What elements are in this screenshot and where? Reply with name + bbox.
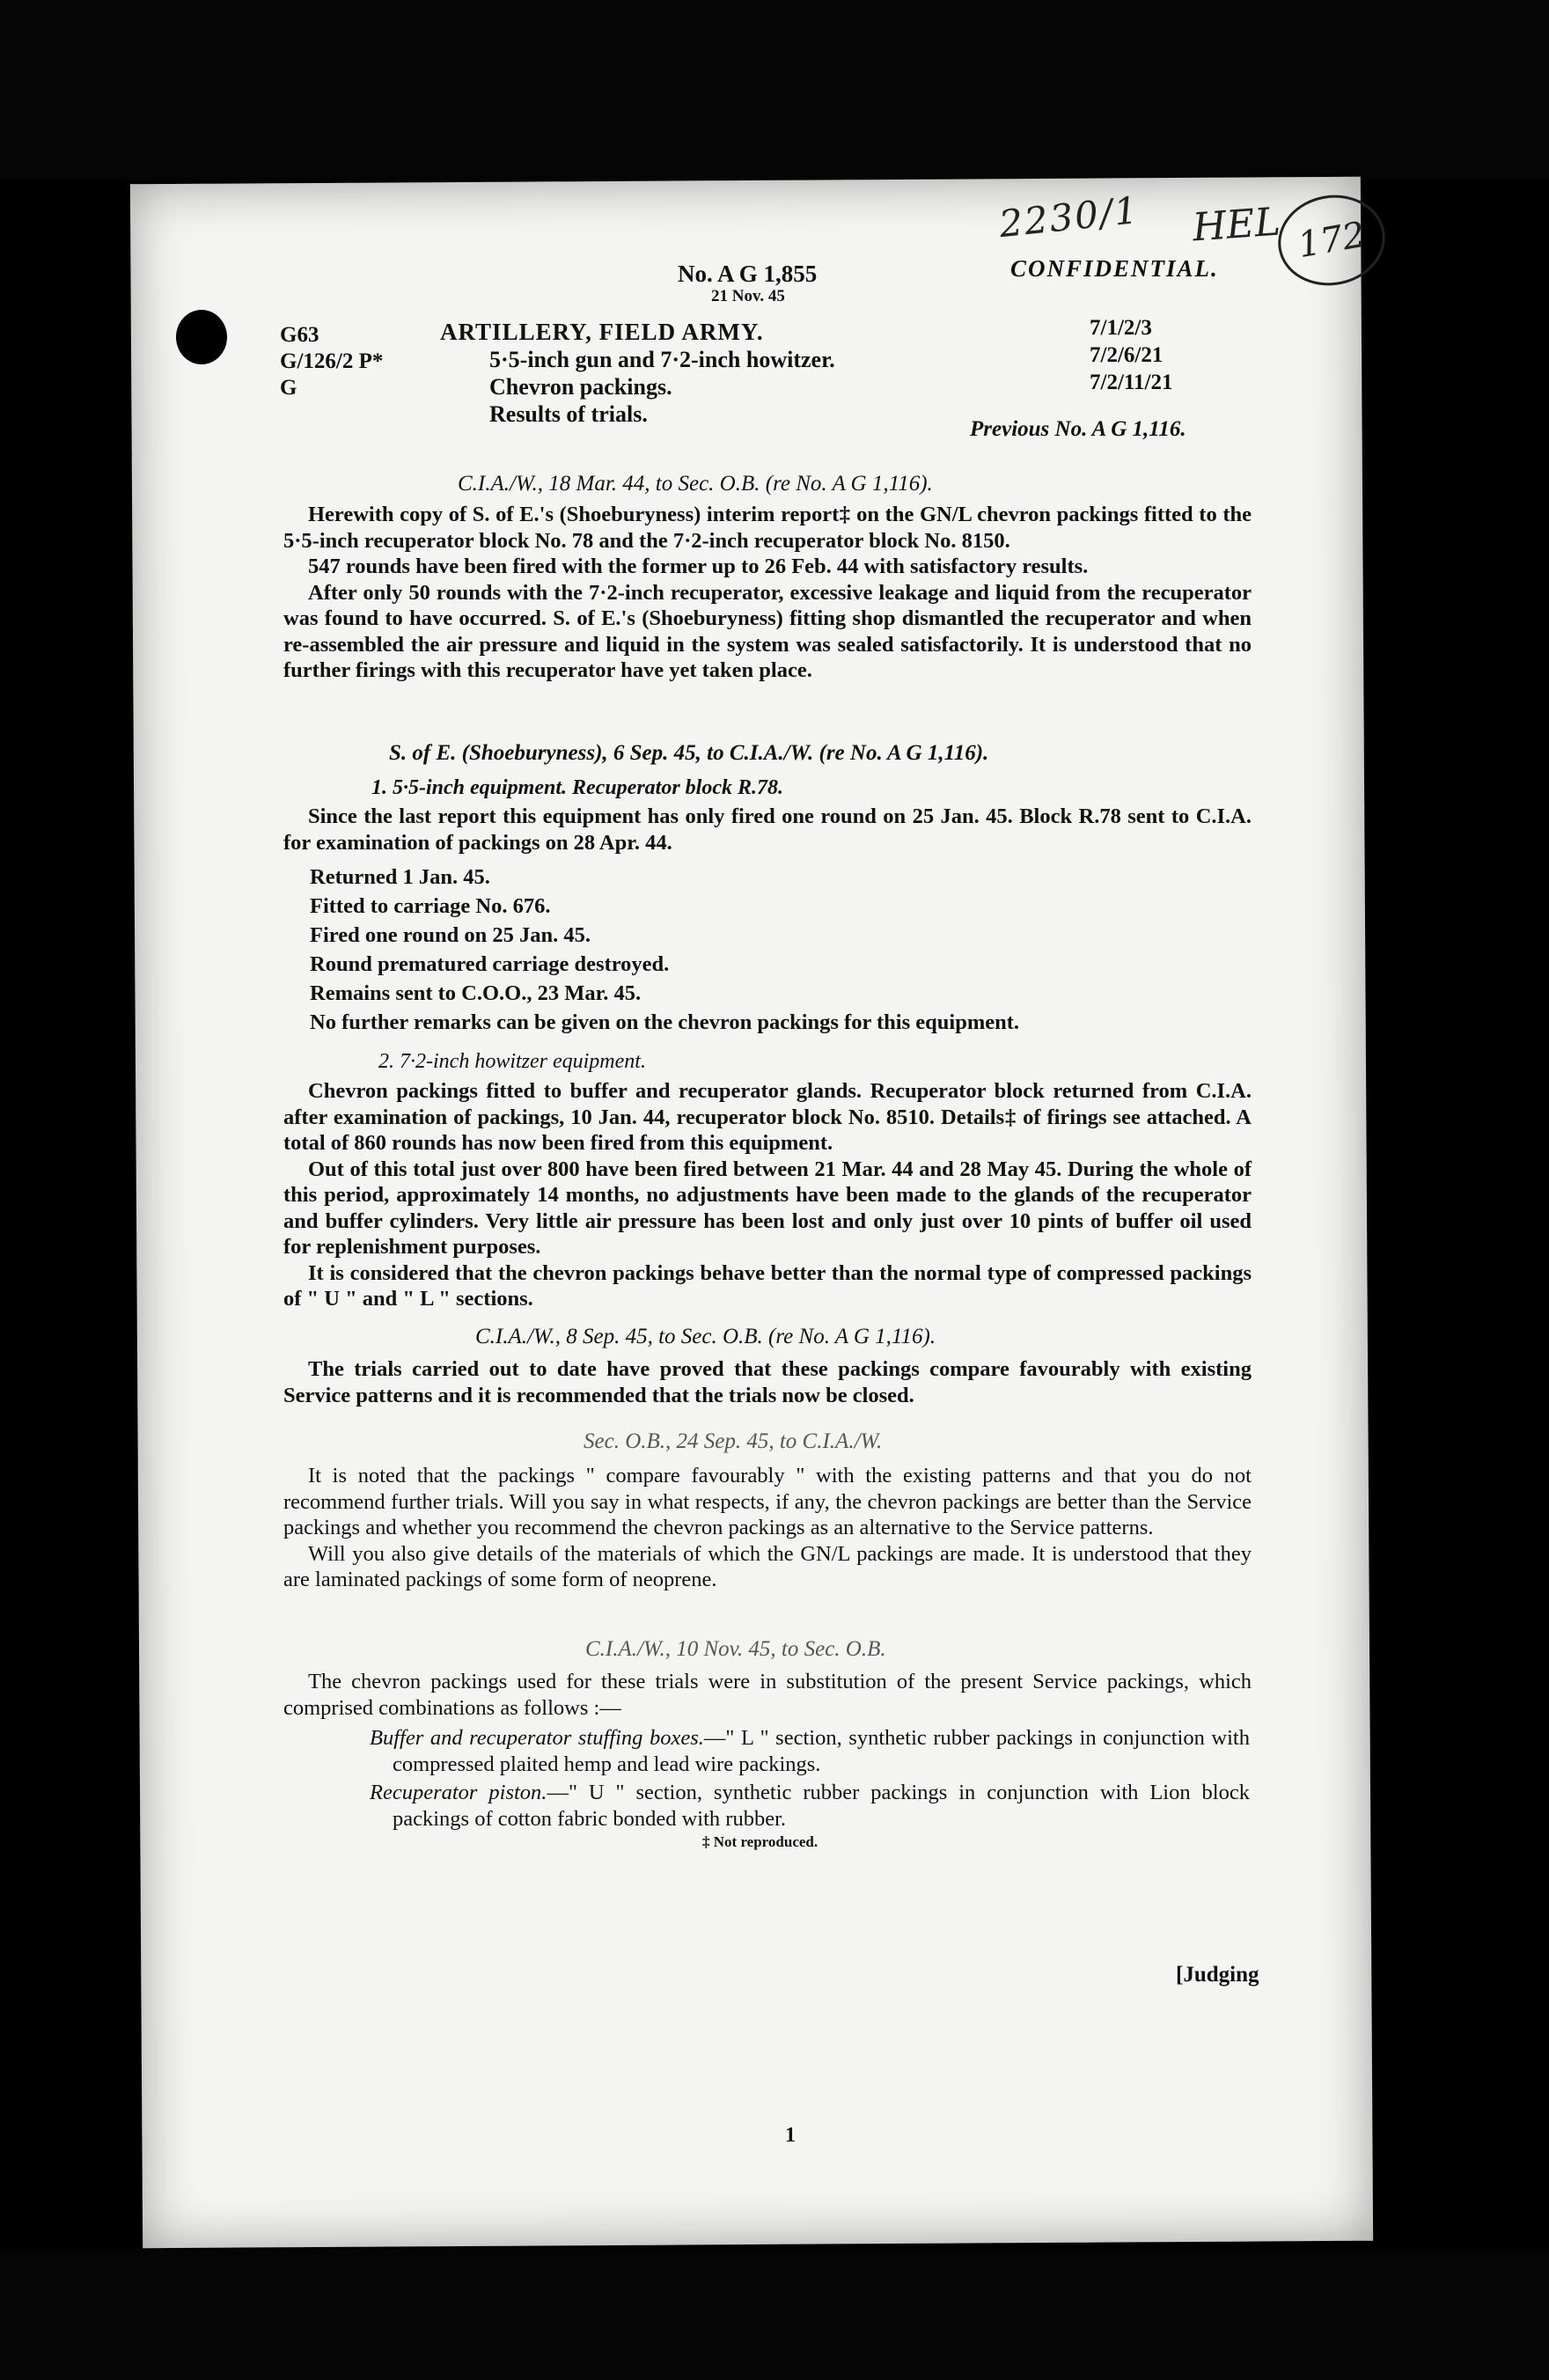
subject-line-2: Chevron packings. [489, 374, 672, 400]
section-5-item-2-body: —" U " section, synthetic rubber packings in conjunction with Lion block packings of cotton fabric bonded with rubber. [393, 1781, 1250, 1831]
section-1-paragraph-2: 547 rounds have been fired with the former up to 26 Feb. 44 with satisfactory results. [308, 555, 1089, 578]
section-4-body [283, 1463, 1252, 1593]
section-5-body [283, 1669, 1252, 1721]
section-5-item-1-label: Buffer and recuperator stuffing boxes. [370, 1726, 704, 1750]
catchword: [Judging [1176, 1963, 1259, 1987]
subject-line-1: 5·5-inch gun and 7·2-inch howitzer. [489, 347, 835, 372]
code-left-3: G [280, 376, 297, 400]
section-5-paragraph: The chevron packings used for these trials were in substitution of the present Service packings, which comprised combinations as follows :— [283, 1670, 1252, 1720]
handwritten-initials: HEL [1191, 199, 1282, 251]
page-number: 1 [785, 2124, 796, 2147]
handwritten-file-number: 2230/1 [996, 187, 1142, 246]
section-3-body [283, 1356, 1252, 1408]
scan-border-top [0, 0, 1549, 180]
section-4-paragraph-2: Will you also give details of the materials of which the GN/L packings are made. It is understood that they are laminated packings of some form of neoprene. [283, 1541, 1252, 1591]
item-1-list-line-4: Round prematured carriage destroyed. [310, 952, 670, 976]
section-2-item-2-paragraph-2: Out of this total just over 800 have been fired between 21 Mar. 44 and 28 May 45. During the whole of this period, approximately 14 months, no adjustments have been made to the glands of the recuperator and buffer cylinders. Very little air pressure has been lost and only just over 10 pints of buffer oil used for replenishment purposes. [283, 1157, 1252, 1259]
section-1-heading: C.I.A./W., 18 Mar. 44, to Sec. O.B. (re No. A G 1,116). [458, 472, 933, 496]
section-2-item-2-paragraph-1: Chevron packings fitted to buffer and recuperator glands. Recuperator block returned from C.I.A. after examination of packings, 10 Jan. 44, recuperator block No. 8510. Details‡ of firings see attached. A total of 860 rounds has now been fired from this equipment. [283, 1079, 1252, 1155]
section-4-paragraph-1: It is noted that the packings " compare favourably " with the existing patterns and that you do not recommend further trials. Will you say in what respects, if any, the chevron packings are better than the Service packings and whether you recommend the chevron packings as an alternative to the Service patterns. [283, 1464, 1252, 1539]
item-1-list-line-3: Fired one round on 25 Jan. 45. [310, 923, 591, 947]
code-right-2: 7/2/6/21 [1090, 343, 1164, 367]
document-number: No. A G 1,855 [678, 261, 818, 287]
subject-line-3: Results of trials. [489, 401, 648, 427]
item-1-list-line-5: Remains sent to C.O.O., 23 Mar. 45. [310, 981, 642, 1005]
section-2-heading: S. of E. (Shoeburyness), 6 Sep. 45, to C.I.A./W. (re No. A G 1,116). [389, 741, 989, 765]
section-2-item-2-heading: 2. 7·2-inch howitzer equipment. [378, 1050, 646, 1073]
punch-hole [176, 310, 227, 364]
item-1-list-line-2: Fitted to carriage No. 676. [310, 894, 551, 918]
reference-codes-left [280, 322, 383, 401]
code-right-1: 7/1/2/3 [1090, 316, 1152, 340]
reference-codes-right [1090, 314, 1172, 396]
section-5-item-1-body: —" L " section, synthetic rubber packings in conjunction with compressed plaited hemp and lead wire packings. [393, 1726, 1250, 1776]
section-1-paragraph-3: After only 50 rounds with the 7·2-inch recuperator, excessive leakage and liquid from the recuperator was found to have occurred. S. of E.'s (Shoeburyness) fitting shop dismantled the recuperator and when re-assembled the air pressure and liquid in the system was sealed satisfactorily. It is understood that no further firings with this recuperator have yet taken place. [283, 580, 1252, 682]
section-1-body [283, 502, 1252, 684]
section-5-heading: C.I.A./W., 10 Nov. 45, to Sec. O.B. [585, 1637, 886, 1661]
section-2-item-1-body [283, 804, 1252, 856]
section-1-paragraph-1: Herewith copy of S. of E.'s (Shoeburyness) interim report‡ on the GN/L chevron packings fitted to the 5·5-inch recuperator block No. 78 and the 7·2-inch recuperator block No. 8150. [283, 503, 1252, 553]
section-2-item-1-heading: 1. 5·5-inch equipment. Recuperator block R.78. [371, 776, 783, 799]
subject-main: ARTILLERY, FIELD ARMY. [440, 319, 764, 345]
item-1-list-line-1: Returned 1 Jan. 45. [310, 865, 490, 889]
scan-border-bottom [0, 2249, 1549, 2380]
section-3-heading: C.I.A./W., 8 Sep. 45, to Sec. O.B. (re No. A G 1,116). [475, 1325, 936, 1348]
section-5-item-2-label: Recuperator piston. [370, 1781, 547, 1804]
previous-reference: Previous No. A G 1,116. [970, 417, 1186, 441]
section-2-item-2-body [283, 1078, 1252, 1312]
footnote: ‡ Not reproduced. [702, 1833, 819, 1850]
section-5-item-2-text [370, 1780, 1250, 1832]
section-2-item-1-paragraph: Since the last report this equipment has only fired one round on 25 Jan. 45. Block R.78 sent to C.I.A. for examination of packings on 28 Apr. 44. [283, 804, 1252, 855]
section-5-item-1-text [370, 1725, 1250, 1777]
section-5-item-2 [370, 1780, 1250, 1832]
section-4-heading: Sec. O.B., 24 Sep. 45, to C.I.A./W. [584, 1429, 883, 1453]
item-1-list-line-6: No further remarks can be given on the chevron packings for this equipment. [310, 1010, 1020, 1034]
subject-block [440, 319, 835, 428]
section-5-item-1 [370, 1725, 1250, 1777]
code-right-3: 7/2/11/21 [1090, 371, 1173, 394]
section-2-item-2-paragraph-3: It is considered that the chevron packings behave better than the normal type of compressed packings of " U " and " L " sections. [283, 1260, 1252, 1311]
section-3-paragraph: The trials carried out to date have proved that these packings compare favourably with existing Service patterns and it is recommended that the trials now be closed. [283, 1357, 1252, 1407]
folio-number: 172 [1295, 214, 1369, 267]
document-date: 21 Nov. 45 [711, 287, 785, 305]
classification-label: CONFIDENTIAL. [1010, 255, 1219, 282]
code-left-1: G63 [280, 323, 319, 347]
code-left-2: G/126/2 P* [280, 349, 384, 373]
